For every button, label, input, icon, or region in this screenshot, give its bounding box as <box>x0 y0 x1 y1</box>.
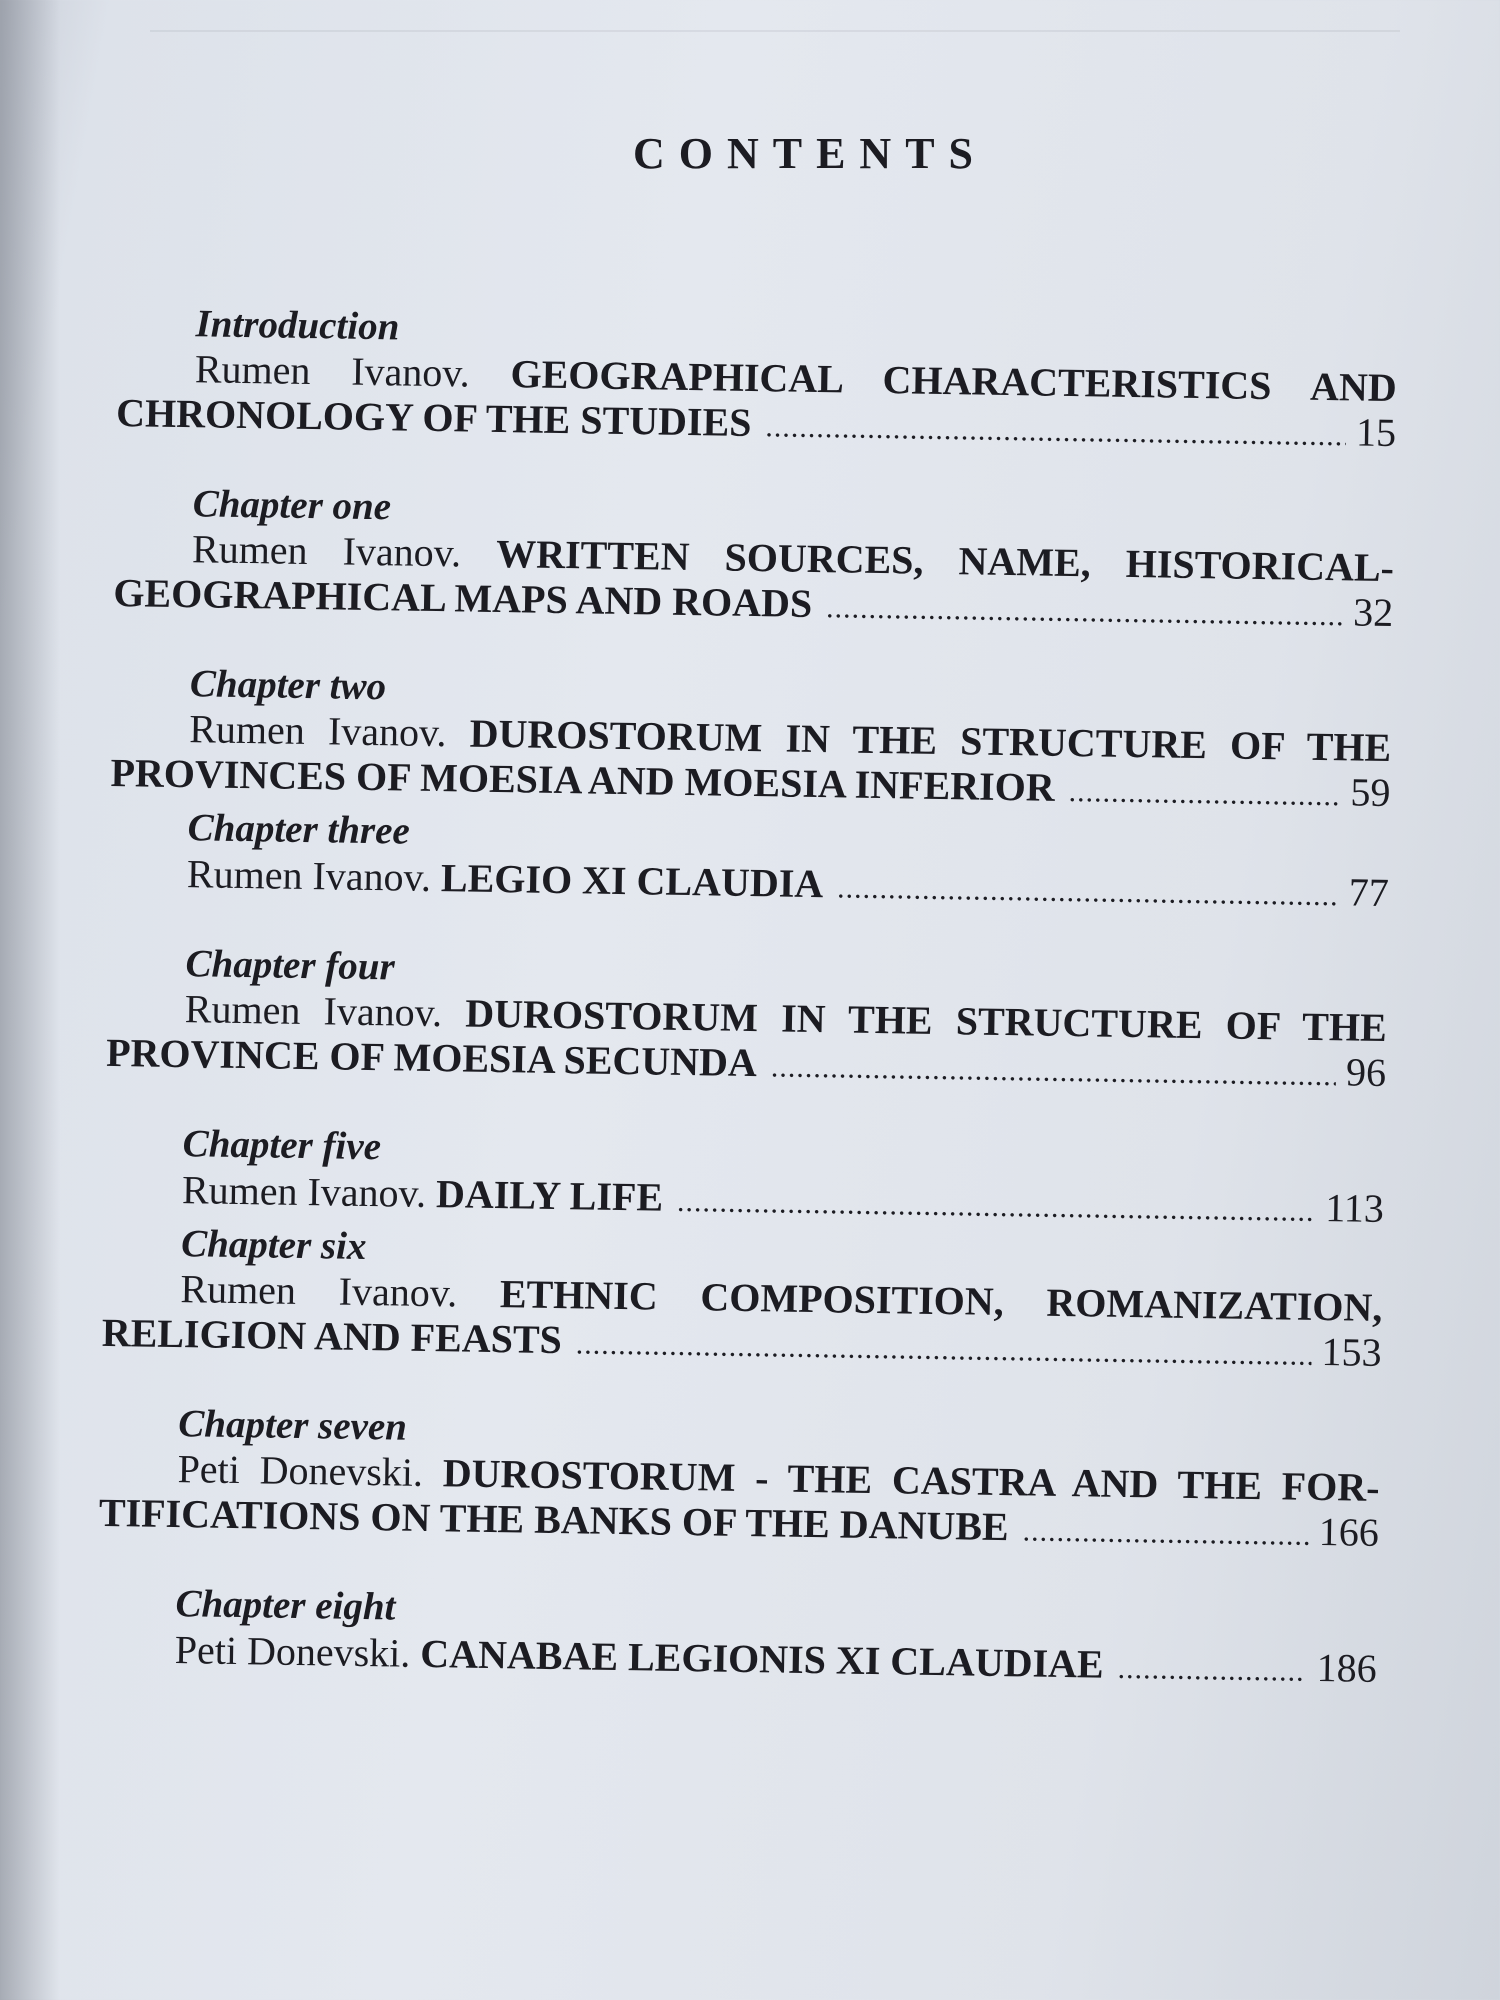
entry-title-last: CANABAE LEGIONIS XI CLAUDIAE <box>419 1630 1105 1687</box>
entry-author: Peti Donevski. <box>174 1627 411 1676</box>
entry-author: Rumen Ivanov. <box>186 851 432 900</box>
toc-entry-introduction <box>116 300 1398 460</box>
page-number: 15 <box>1355 409 1397 456</box>
entry-title-first: WRITTEN SOURCES, NAME, HISTORICAL- <box>495 530 1395 591</box>
leader-dots <box>770 1044 1336 1099</box>
leader-dots <box>1068 769 1340 819</box>
entry-title-last: PROVINCE OF MOESIA SECUNDA <box>105 1029 758 1086</box>
page-gutter-shadow <box>0 0 60 2000</box>
page-number: 186 <box>1316 1644 1378 1691</box>
entry-title-last: GEOGRAPHICAL MAPS AND ROADS <box>113 569 813 626</box>
entry-title-last: CHRONOLOGY OF THE STUDIES <box>115 389 752 445</box>
chapter-label: Chapter three <box>187 806 411 853</box>
chapter-label: Chapter two <box>189 662 387 709</box>
show-through-texture <box>150 30 1400 32</box>
toc-entry-chapter-six <box>101 1220 1383 1380</box>
entry-title-last: DAILY LIFE <box>435 1171 664 1220</box>
entry-author: Rumen Ivanov. <box>194 346 471 396</box>
toc-entry-chapter-eight <box>96 1580 1377 1696</box>
entry-author: Rumen Ivanov. <box>181 1167 427 1216</box>
leader-dots <box>765 404 1346 459</box>
page-number: 113 <box>1325 1185 1385 1231</box>
toc-entry-chapter-three <box>109 804 1390 920</box>
chapter-label: Chapter one <box>192 482 392 529</box>
page-number: 32 <box>1352 589 1394 636</box>
toc-entry-chapter-one <box>113 480 1395 640</box>
entry-title-first: DUROSTORUM IN THE STRUCTURE OF THE <box>469 710 1392 771</box>
page-number: 59 <box>1350 769 1391 816</box>
entry-title-first: DUROSTORUM IN THE STRUCTURE OF THE <box>464 990 1388 1051</box>
entry-title-first: ETHNIC COMPOSITION, ROMANIZATION, <box>499 1271 1383 1330</box>
entry-title-last: RELIGION AND FEASTS <box>101 1309 563 1363</box>
leader-dots <box>837 865 1339 919</box>
chapter-label: Chapter five <box>182 1122 382 1169</box>
chapter-label: Chapter eight <box>175 1582 396 1629</box>
entry-author: Rumen Ivanov. <box>184 986 443 1036</box>
leader-dots <box>575 1321 1312 1379</box>
toc-entry-chapter-two <box>110 660 1392 820</box>
toc-entry-chapter-five <box>104 1120 1385 1236</box>
toc-entry-chapter-seven <box>99 1400 1381 1560</box>
entry-author: Rumen Ivanov. <box>180 1266 458 1316</box>
leader-dots <box>677 1179 1316 1235</box>
entry-title-first: DUROSTORUM - THE CASTRA AND THE FOR- <box>442 1450 1380 1510</box>
page-number: 96 <box>1345 1049 1387 1096</box>
page-number: 153 <box>1321 1329 1382 1375</box>
page-number: 77 <box>1348 869 1390 916</box>
leader-dots <box>826 585 1344 639</box>
entry-author: Rumen Ivanov. <box>188 706 447 756</box>
leader-dots <box>1117 1646 1307 1695</box>
entry-title-first: GEOGRAPHICAL CHARACTERISTICS AND <box>510 351 1398 411</box>
entry-title-last: TIFICATIONS ON THE BANKS OF THE DANUBE <box>98 1489 1010 1550</box>
table-of-contents <box>96 300 1398 1736</box>
leader-dots <box>1022 1508 1309 1558</box>
entry-author: Rumen Ivanov. <box>191 526 462 576</box>
chapter-label: Chapter six <box>180 1222 367 1269</box>
chapter-label: Introduction <box>195 302 400 349</box>
entry-title-last: LEGIO XI CLAUDIA <box>440 855 824 907</box>
toc-entry-chapter-four <box>106 940 1388 1100</box>
chapter-label: Chapter seven <box>178 1402 408 1449</box>
page-number: 166 <box>1318 1509 1380 1555</box>
page-title: CONTENTS <box>632 129 988 178</box>
entry-author: Peti Donevski. <box>177 1446 424 1495</box>
entry-title-last: PROVINCES OF MOESIA AND MOESIA INFERIOR <box>110 749 1056 810</box>
chapter-label: Chapter four <box>185 942 396 989</box>
